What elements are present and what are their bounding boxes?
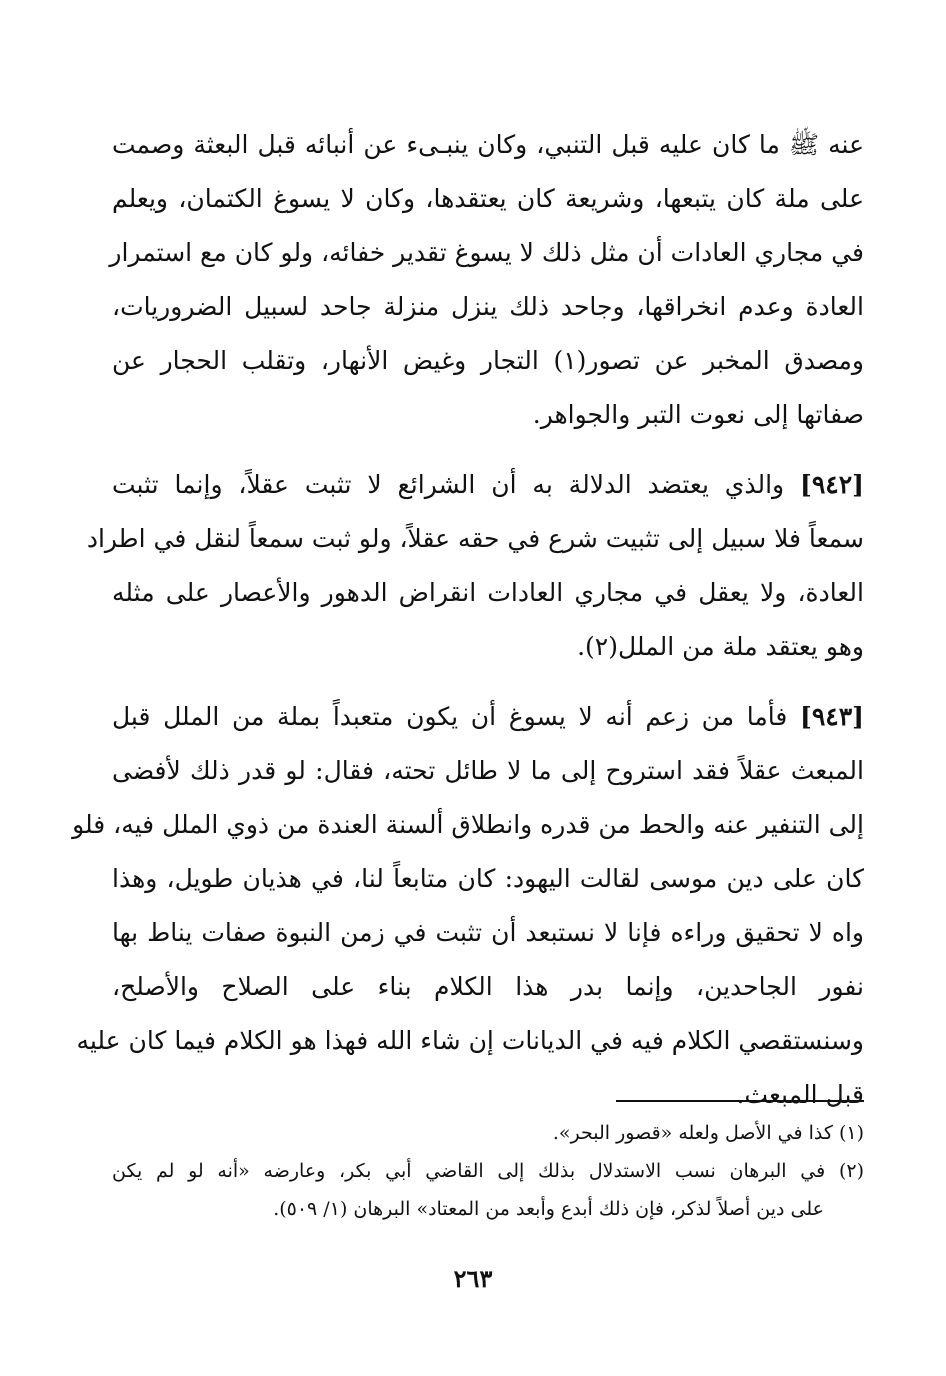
text-line: عنه ﷺ ما كان عليه قبل التنبي، وكان ينبـىء عن أنبائه قبل البعثة وصمت <box>112 130 864 159</box>
text-line-content: فأما من زعم أنه لا يسوغ أن يكون متعبداً بملة من الملل قبل <box>112 702 788 731</box>
footnote-2: (٢) في البرهان نسب الاستدلال بذلك إلى القاضي أبي بكر، وعارضه «أنه لو لم يكن <box>112 1160 864 1182</box>
text-line: العادة وعدم انخراقها، وجاحد ذلك ينزل منزلة جاحد لسبيل الضروريات، <box>112 292 864 321</box>
text-line: ومصدق المخبر عن تصور(١) التجار وغيض الأنهار، وتقلب الحجار عن <box>112 346 865 375</box>
paragraph-943 <box>72 690 865 1122</box>
text-line <box>112 690 864 744</box>
text-line: في مجاري العادات أن مثل ذلك لا يسوغ تقدير خفائه، ولو كان مع استمرار <box>109 238 864 267</box>
paragraph-number: [٩٤٣] <box>800 702 865 731</box>
text-line: العادة، ولا يعقل في مجاري العادات انقراض الدهور والأعصار على مثله <box>112 578 864 607</box>
text-line: وسنستقصي الكلام فيه في الديانات إن شاء الله فهذا هو الكلام فيما كان عليه <box>76 1026 864 1055</box>
footnote-1: (١) كذا في الأصل ولعله «قصور البحر». <box>552 1122 864 1144</box>
paragraph-intro <box>109 118 865 442</box>
text-line <box>112 458 864 512</box>
page-number: ٢٦٣ <box>453 1264 493 1293</box>
main-text <box>72 118 865 1122</box>
paragraph-number: [٩٤٢] <box>800 470 864 499</box>
text-line: على ملة كان يتبعها، وشريعة كان يعتقدها، وكان لا يسوغ الكتمان، ويعلم <box>112 184 864 213</box>
footnotes <box>112 1114 864 1228</box>
footnote-divider <box>616 1100 864 1102</box>
text-line: إلى التنفير عنه والحط من قدره وانطلاق ألسنة العندة من ذوي الملل فيه، فلو <box>72 810 864 839</box>
paragraph-942 <box>86 458 864 674</box>
text-line: سمعاً فلا سبيل إلى تثبيت شرع في حقه عقلاً، ولو ثبت سمعاً لنقل في اطراد <box>86 524 864 553</box>
text-line: واه لا تحقيق وراءه فإنا لا نستبعد أن تثبت في زمن النبوة صفات يناط بها <box>112 918 864 947</box>
footnote-2-continued: على دين أصلاً لذكر، فإن ذلك أبدع وأبعد من المعتاد» البرهان (١/ ٥٠٩). <box>273 1198 824 1220</box>
text-line: المبعث عقلاً فقد استروح إلى ما لا طائل تحته، فقال: لو قدر ذلك لأفضى <box>112 756 864 785</box>
text-line: صفاتها إلى نعوت التبر والجواهر. <box>532 400 864 429</box>
text-line: قبل المبعث. <box>736 1080 864 1109</box>
text-line: نفور الجاحدين، وإنما بدر هذا الكلام بناء على الصلاح والأصلح، <box>112 972 864 1001</box>
text-line: وهو يعتقد ملة من الملل(٢). <box>577 632 864 661</box>
text-line: كان على دين موسى لقالت اليهود: كان متابعاً لنا، في هذيان طويل، وهذا <box>112 864 864 893</box>
text-line-content: والذي يعتضد الدلالة به أن الشرائع لا تثبت عقلاً، وإنما تثبت <box>112 470 785 499</box>
